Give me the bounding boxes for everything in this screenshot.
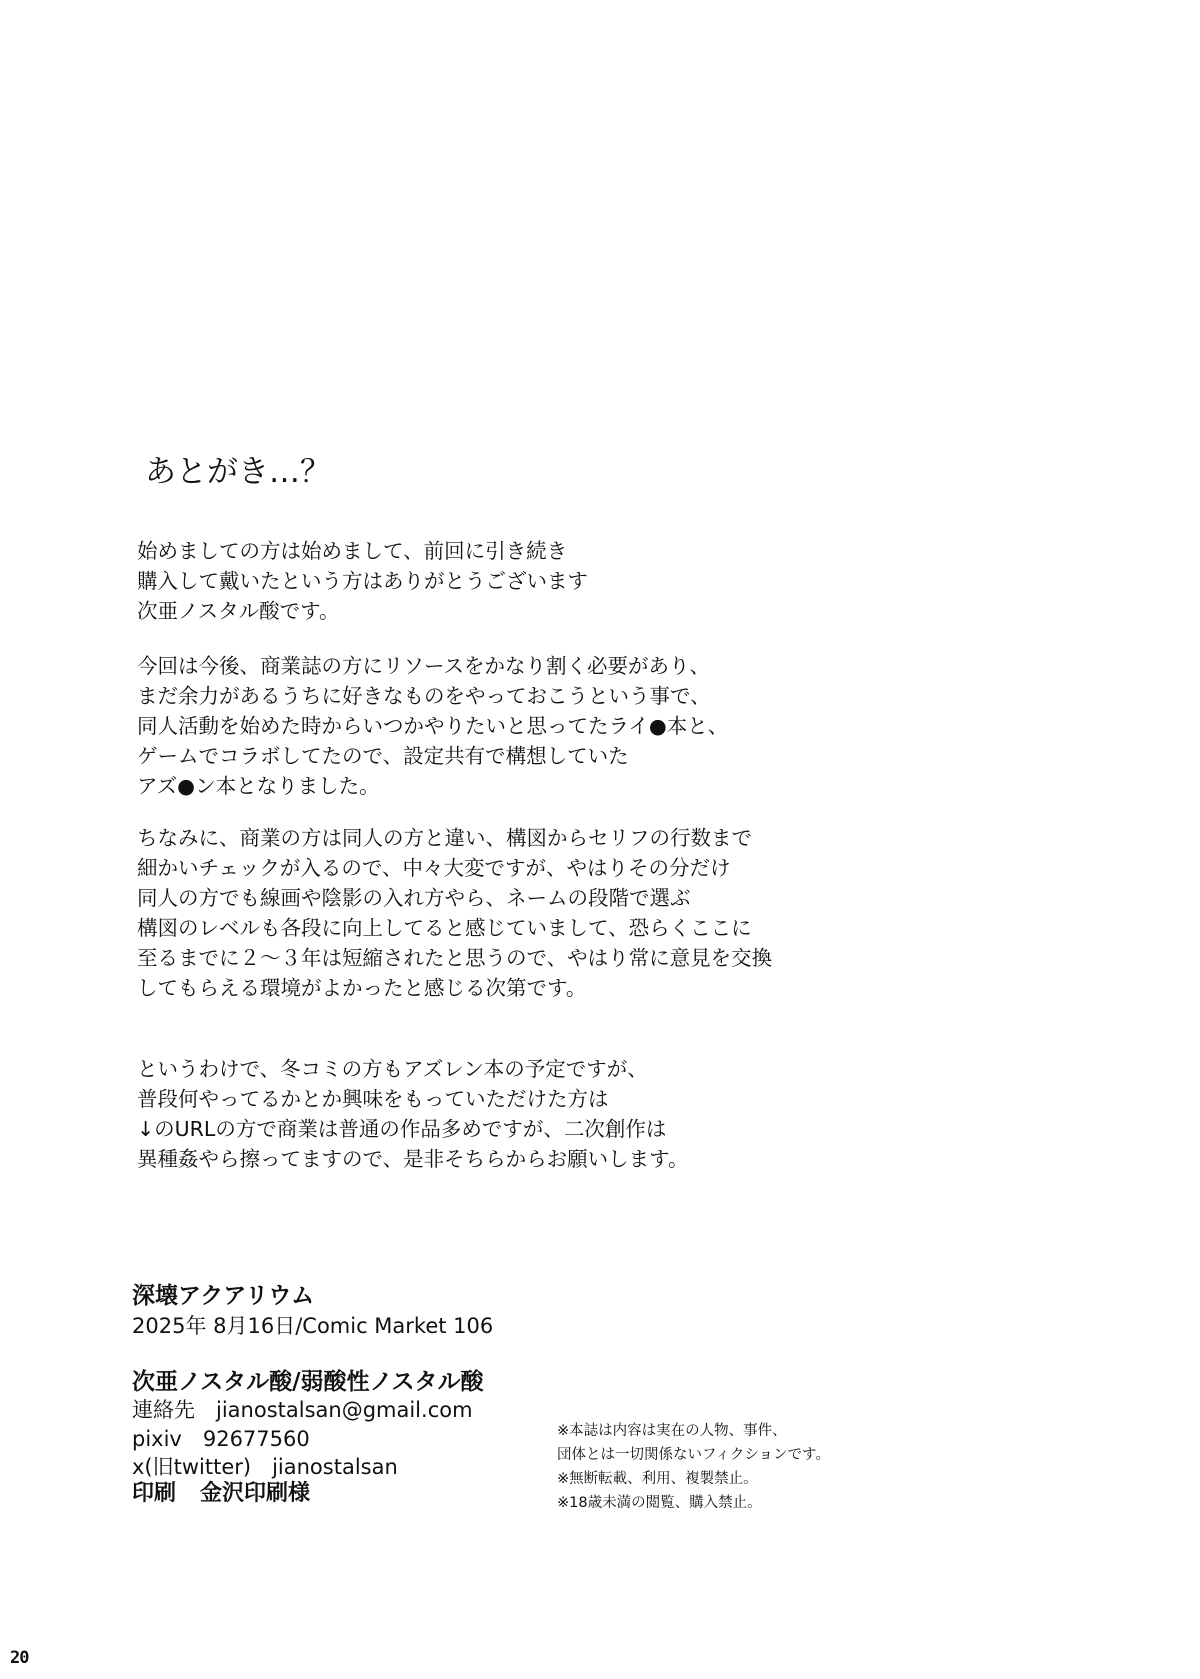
contact-x: x(旧twitter) jianostalsan [132, 1455, 398, 1479]
paragraph-line: まだ余力があるうちに好きなものをやっておこうという事で、 [137, 684, 711, 708]
notice-line: ※18歳未満の閲覧、購入禁止。 [557, 1495, 762, 1511]
contact-pixiv: pixiv 92677560 [132, 1426, 310, 1451]
notice-line: ※本誌は内容は実在の人物、事件、 [557, 1423, 787, 1439]
event-date-line: 2025年 8月16日/Comic Market 106 [132, 1314, 494, 1338]
afterword-paragraph-2 [137, 651, 728, 801]
paragraph-line: ゲームでコラボしてたので、設定共有で構想していた [137, 744, 629, 768]
paragraph-line: アズ●ン本となりました。 [137, 774, 380, 798]
paragraph-line: 始めましての方は始めまして、前回に引き続き [137, 539, 568, 563]
printer-credit [132, 1479, 310, 1509]
contact-block [132, 1396, 473, 1482]
notice-line: ※無断転載、利用、複製禁止。 [557, 1471, 758, 1487]
paragraph-line: 異種姦やら擦ってますので、是非そちらからお願いします。 [137, 1147, 689, 1171]
circle-name: 深壊アクアリウム [132, 1283, 315, 1309]
afterword-heading: あとがき…？ [145, 454, 331, 490]
paragraph-line: 同人活動を始めた時からいつかやりたいと思ってたライ●本と、 [137, 714, 729, 738]
paragraph-line: 細かいチェックが入るので、中々大変ですが、やはりその分だけ [137, 856, 731, 880]
notice-line: 団体とは一切関係ないフィクションです。 [557, 1447, 830, 1463]
page-number: 20 [10, 1648, 29, 1668]
paragraph-line: 至るまでに２～３年は短縮されたと思うので、やはり常に意見を交換 [137, 946, 773, 970]
printer-label: 印刷 [132, 1481, 177, 1506]
paragraph-line: 購入して戴いたという方はありがとうございます [137, 569, 588, 593]
paragraph-line: 次亜ノスタル酸です。 [137, 599, 340, 623]
paragraph-line: 今回は今後、商業誌の方にリソースをかなり割く必要があり、 [137, 654, 710, 678]
paragraph-line: 構図のレベルも各段に向上してると感じていまして、恐らくここに [137, 916, 752, 940]
printer-name: 金沢印刷様 [200, 1481, 311, 1506]
paragraph-line: ↓のURLの方で商業は普通の作品多めですが、二次創作は [137, 1117, 667, 1141]
paragraph-line: ちなみに、商業の方は同人の方と違い、構図からセリフの行数まで [137, 826, 752, 850]
afterword-paragraph-1 [137, 536, 588, 626]
paragraph-line: というわけで、冬コミの方もアズレン本の予定ですが、 [137, 1057, 648, 1081]
paragraph-line: 普段何やってるかとか興味をもっていただけた方は [137, 1087, 609, 1111]
paragraph-line: してもらえる環境がよかったと感じる次第です。 [137, 976, 587, 1000]
afterword-paragraph-4 [137, 1054, 688, 1174]
paragraph-line: 同人の方でも線画や陰影の入れ方やら、ネームの段階で選ぶ [137, 886, 691, 910]
afterword-paragraph-3 [137, 823, 772, 1003]
legal-notices [557, 1419, 830, 1515]
author-name: 次亜ノスタル酸/弱酸性ノスタル酸 [132, 1369, 484, 1395]
contact-email: 連絡先 jianostalsan@gmail.com [132, 1398, 473, 1422]
